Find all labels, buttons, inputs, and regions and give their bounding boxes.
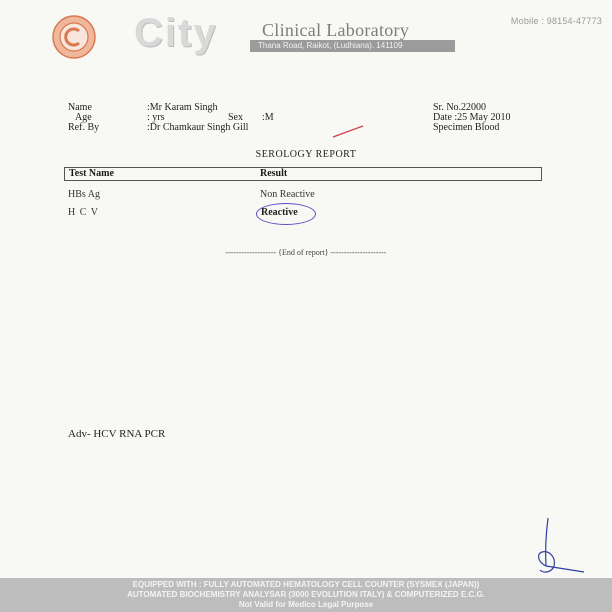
report-title: SEROLOGY REPORT bbox=[255, 149, 357, 160]
test-name-hcv: H C V bbox=[68, 207, 99, 218]
lab-address: Thana Road, Raikot, (Ludhiana). 141109 bbox=[258, 41, 403, 50]
test-result-hbsag: Non Reactive bbox=[260, 189, 315, 200]
age-label: Age bbox=[75, 112, 92, 123]
name-label: Name bbox=[68, 102, 92, 113]
results-table-header bbox=[64, 167, 542, 181]
column-header-result: Result bbox=[260, 168, 288, 179]
report-date: Date :25 May 2010 bbox=[433, 112, 511, 123]
mobile-number: Mobile : 98154-47773 bbox=[510, 16, 602, 26]
footer-disclaimer: Not Valid for Medico Legal Purpose bbox=[238, 600, 374, 609]
brand-subtitle: Clinical Laboratory bbox=[262, 20, 410, 40]
specimen-type: Specimen Blood bbox=[433, 122, 500, 133]
refby-label: Ref. By bbox=[68, 122, 100, 133]
sex-value: :M bbox=[262, 112, 274, 123]
sex-label: Sex bbox=[228, 112, 243, 123]
serial-number: Sr. No.22000 bbox=[433, 102, 487, 113]
name-value: :Mr Karam Singh bbox=[147, 102, 218, 113]
lab-seal-logo bbox=[52, 15, 96, 59]
end-of-report-marker: ------------------- {End of report} --------------------- bbox=[225, 248, 387, 257]
test-result-hcv: Reactive bbox=[261, 207, 298, 218]
footer-band bbox=[0, 578, 612, 612]
footer-equipment-line1: EQUIPPED WITH : FULLY AUTOMATED HEMATOLOGY CELL COUNTER (SYSMEX (JAPAN)) bbox=[132, 580, 480, 589]
refby-value: :Dr Chamkaur Singh Gill bbox=[147, 122, 249, 133]
brand-name: City bbox=[134, 11, 218, 55]
signature bbox=[528, 516, 588, 578]
footer-equipment-line2: AUTOMATED BIOCHEMISTRY ANALYSAR (3000 EVOLUTION ITALY) & COMPUTERIZED E.C.G. bbox=[127, 590, 485, 599]
age-value: : yrs bbox=[147, 112, 165, 123]
red-tick-mark bbox=[330, 124, 366, 140]
test-name-hbsag: HBs Ag bbox=[68, 189, 100, 200]
column-header-test: Test Name bbox=[69, 168, 114, 179]
advice-note: Adv- HCV RNA PCR bbox=[68, 428, 166, 440]
